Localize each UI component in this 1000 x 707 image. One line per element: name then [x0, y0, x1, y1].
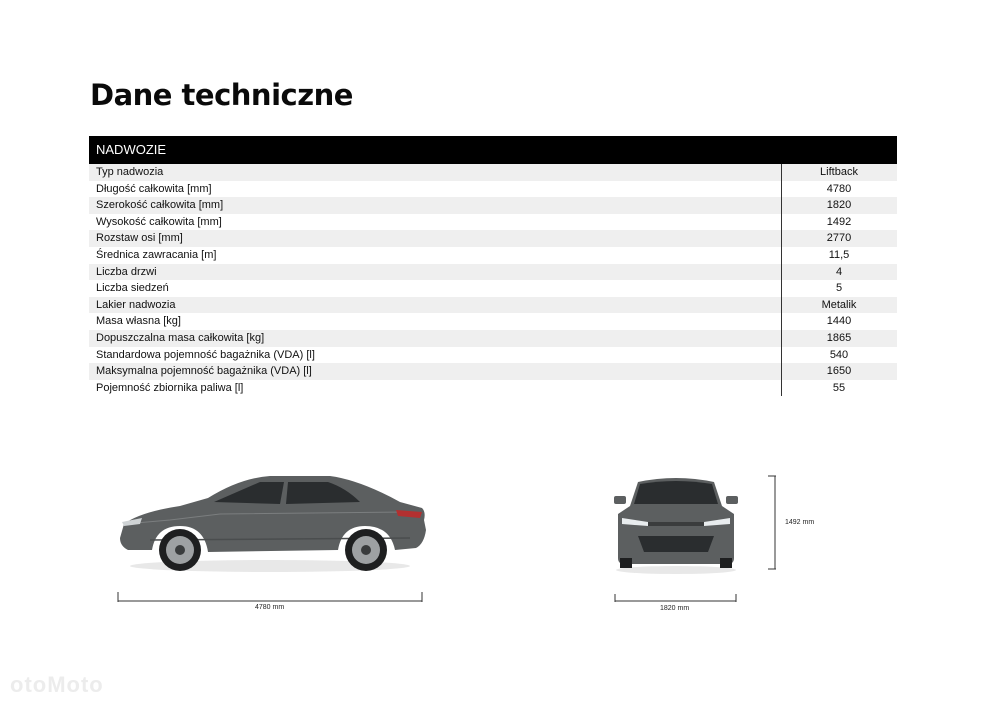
row-label: Liczba drzwi	[96, 265, 157, 278]
table-row	[89, 330, 897, 347]
row-label: Typ nadwozia	[96, 166, 164, 178]
row-label: Dopuszczalna masa całkowita [kg]	[96, 331, 265, 344]
row-value: 4780	[826, 182, 852, 195]
row-label: Standardowa pojemność bagażnika (VDA) [l]	[96, 348, 315, 361]
spec-table	[89, 136, 897, 396]
row-value: Metalik	[821, 298, 857, 311]
page-title: Dane techniczne	[90, 78, 353, 112]
height-dimension-line	[766, 475, 778, 571]
width-dimension-label: 1820 mm	[660, 605, 690, 612]
table-row	[89, 280, 897, 297]
row-label: Liczba siedzeń	[96, 282, 169, 295]
length-dimension-label: 4780 mm	[255, 604, 285, 611]
watermark-logo: otoMoto	[10, 672, 104, 697]
width-dimension-line	[613, 592, 739, 604]
row-label: Wysokość całkowita [mm]	[96, 215, 222, 228]
row-value: 4	[835, 265, 843, 278]
row-value: 55	[832, 381, 846, 394]
row-value: 540	[829, 348, 849, 361]
row-label: Maksymalna pojemność bagażnika (VDA) [l]	[96, 365, 312, 378]
table-row	[89, 297, 897, 314]
table-row	[89, 164, 897, 181]
row-value: 1440	[826, 315, 852, 328]
table-row	[89, 313, 897, 330]
table-row	[89, 247, 897, 264]
height-dimension-label: 1492 mm	[785, 519, 815, 526]
table-row	[89, 264, 897, 281]
table-row	[89, 347, 897, 364]
row-value: 1492	[826, 215, 852, 228]
table-row	[89, 181, 897, 198]
row-label: Pojemność zbiornika paliwa [l]	[96, 381, 244, 394]
table-row	[89, 214, 897, 231]
table-row	[89, 363, 897, 380]
row-label: Średnica zawracania [m]	[96, 248, 217, 261]
row-value: 2770	[826, 232, 852, 245]
length-dimension-line	[116, 590, 426, 604]
table-row	[89, 197, 897, 214]
table-row	[89, 380, 897, 397]
car-front-view-image	[608, 474, 744, 574]
row-value: 1865	[826, 331, 852, 344]
row-value: 5	[835, 282, 843, 295]
row-label: Szerokość całkowita [mm]	[96, 199, 224, 212]
row-label: Masa własna [kg]	[96, 315, 181, 328]
row-value: 1650	[826, 365, 852, 378]
row-value: 11,5	[828, 248, 850, 261]
table-row	[89, 230, 897, 247]
section-header: NADWOZIE	[89, 136, 897, 164]
row-label: Lakier nadwozia	[96, 298, 176, 311]
car-side-view-image	[110, 468, 440, 580]
row-value: Liftback	[820, 166, 858, 178]
row-value: 1820	[826, 199, 852, 212]
row-label: Rozstaw osi [mm]	[96, 232, 183, 245]
column-divider	[781, 164, 782, 396]
row-label: Długość całkowita [mm]	[96, 182, 212, 195]
